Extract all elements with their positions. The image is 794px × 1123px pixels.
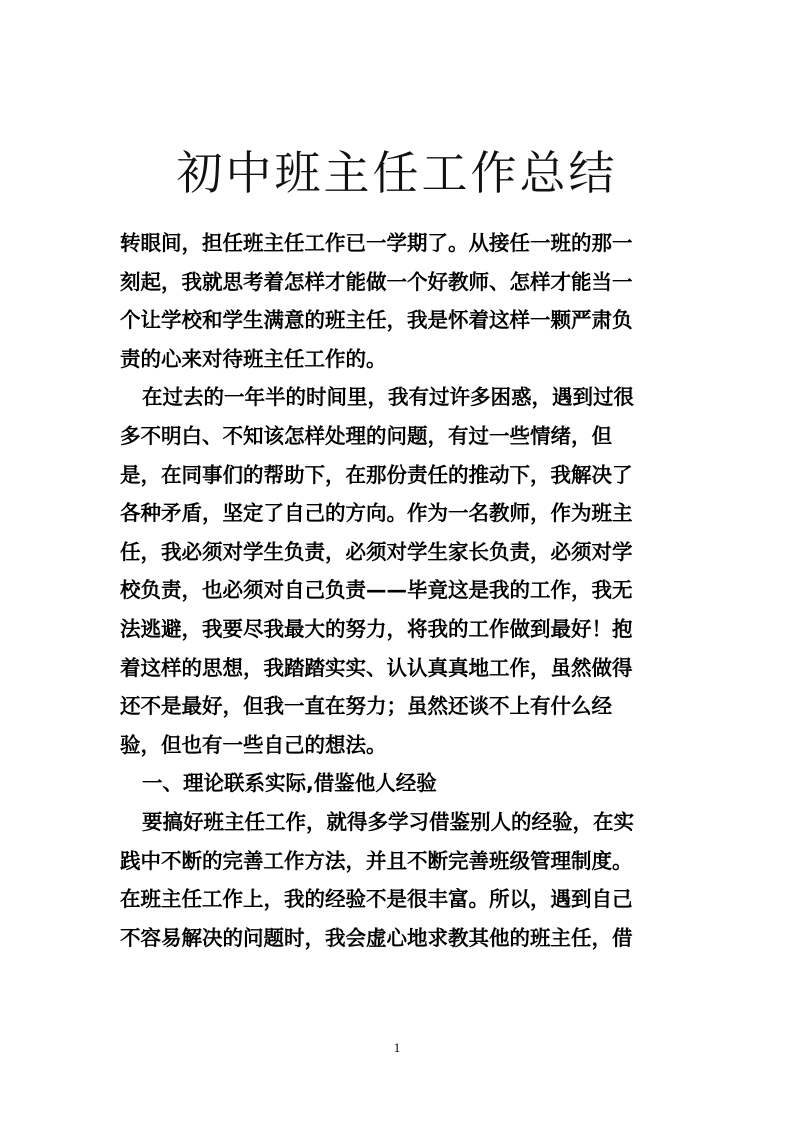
- body-line: 校负责，也必须对自己负责——毕竟这是我的工作，我无: [120, 578, 633, 603]
- body-line: 在班主任工作上，我的经验不是很丰富。所以，遇到自己: [120, 887, 633, 912]
- body-line: 验，但也有一些自己的想法。: [120, 732, 387, 757]
- body-line: 任，我必须对学生负责，必须对学生家长负责，必须对学: [120, 539, 633, 564]
- section-heading: 一、理论联系实际,借鉴他人经验: [142, 771, 437, 796]
- body-line: 个让学校和学生满意的班主任，我是怀着这样一颗严肃负: [120, 308, 633, 333]
- body-line: 多不明白、不知该怎样处理的问题，有过一些情绪，但: [120, 423, 612, 448]
- document-title: 初中班主任工作总结: [176, 146, 618, 200]
- body-line: 着这样的思想，我踏踏实实、认认真真地工作，虽然做得: [120, 655, 633, 680]
- page-number: 1: [393, 1040, 401, 1055]
- body-line: 还不是最好，但我一直在努力；虽然还谈不上有什么经: [120, 694, 612, 719]
- body-line: 在过去的一年半的时间里，我有过许多困惑，遇到过很: [142, 385, 634, 410]
- body-line: 各种矛盾，坚定了自己的方向。作为一名教师，作为班主: [120, 501, 633, 526]
- body-line: 法逃避，我要尽我最大的努力，将我的工作做到最好！抱: [120, 616, 633, 641]
- body-line: 不容易解决的问题时，我会虚心地求教其他的班主任，借: [120, 925, 633, 950]
- body-line: 践中不断的完善工作方法，并且不断完善班级管理制度。: [120, 848, 633, 873]
- body-line: 责的心来对待班主任工作的。: [120, 346, 387, 371]
- body-line: 转眼间，担任班主任工作已一学期了。从接任一班的那一: [120, 231, 633, 255]
- body-line: 刻起，我就思考着怎样才能做一个好教师、怎样才能当一: [120, 269, 633, 294]
- body-line: 是，在同事们的帮助下，在那份责任的推动下，我解决了: [120, 462, 633, 487]
- body-line: 要搞好班主任工作，就得多学习借鉴别人的经验，在实: [142, 809, 634, 834]
- document-body: [120, 224, 662, 957]
